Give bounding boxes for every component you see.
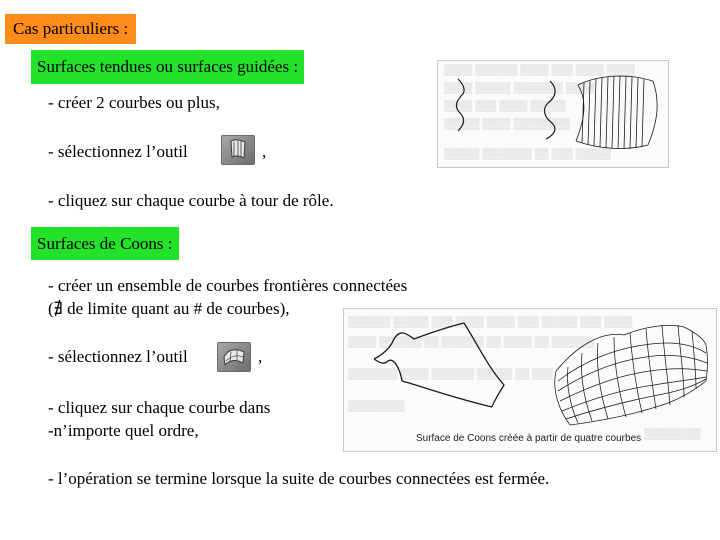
coons-step-operation-ends: - l’opération se termine lorsque la suite de courbes connectées est fermée. xyxy=(48,469,550,488)
tendues-step-create-curves: - créer 2 courbes ou plus, xyxy=(48,93,220,112)
guided-surface-figure xyxy=(437,60,669,168)
tendues-step-select-tool: - sélectionnez l’outil xyxy=(48,142,188,161)
coons-step-create-boundary-curves-note: (∄ de limite quant au # de courbes), xyxy=(48,299,290,318)
coons-step-select-tool-comma: , xyxy=(258,347,263,366)
figure-background-text: ▒▒▒▒▒▒ ▒▒▒▒▒ ▒▒▒ ▒▒▒▒ ▒▒▒▒ ▒▒▒ ▒▒▒▒▒ ▒▒▒ ▒▒▒▒ xyxy=(348,317,633,328)
figure-background-text: ▒▒▒▒▒▒▒▒ xyxy=(644,429,701,440)
subsection-header-surfaces-coons: Surfaces de Coons : xyxy=(31,227,179,260)
figure-background-text: ▒▒▒▒▒ ▒▒▒▒ ▒▒▒▒▒▒▒▒ xyxy=(444,119,571,130)
figure-background-text: ▒▒▒▒ ▒▒▒▒▒▒ ▒▒▒▒ ▒▒▒ ▒▒▒▒ ▒▒▒▒ xyxy=(444,65,636,76)
tendues-step-select-tool-comma: , xyxy=(262,142,267,161)
section-header-cas-particuliers: Cas particuliers : xyxy=(5,14,136,44)
coons-step-any-order: -n’importe quel ordre, xyxy=(48,421,199,440)
coons-step-click-curves: - cliquez sur chaque courbe dans xyxy=(48,398,271,417)
figure-background-text: ▒▒▒▒▒▒▒▒ xyxy=(348,401,405,412)
coons-step-select-tool: - sélectionnez l’outil xyxy=(48,347,188,366)
coons-surface-glyph xyxy=(218,343,250,371)
loft-surface-glyph xyxy=(222,136,254,164)
coons-surface-figure xyxy=(343,308,717,452)
tendues-step-click-curves: - cliquez sur chaque courbe à tour de rôle. xyxy=(48,191,334,210)
loft-surface-tool-icon xyxy=(221,135,255,165)
coons-surface-tool-icon xyxy=(217,342,251,372)
figure-background-text: ▒▒▒▒▒▒▒ ▒▒▒▒ ▒▒▒▒▒▒ ▒▒▒▒▒ ▒▒ ▒▒▒ xyxy=(348,369,554,380)
figure-background-text: ▒▒▒▒ ▒▒▒▒▒▒ ▒▒ ▒▒▒▒▒▒ ▒▒ ▒▒▒▒ ▒▒ ▒▒▒▒▒▒ xyxy=(348,337,595,348)
figure-background-text: ▒▒▒▒ ▒▒▒▒▒ ▒▒▒▒▒▒▒ ▒▒▒▒ xyxy=(444,83,595,94)
coons-surface-drawing xyxy=(344,309,716,451)
coons-figure-caption: Surface de Coons créée à partir de quatre courbes xyxy=(416,433,642,444)
guided-surface-drawing xyxy=(438,61,668,167)
figure-background-text: ▒▒▒▒▒ ▒▒▒▒▒▒▒ ▒▒ ▒▒▒ ▒▒▒▒▒ xyxy=(444,149,611,160)
subsection-header-surfaces-tendues: Surfaces tendues ou surfaces guidées : xyxy=(31,50,304,84)
figure-background-text: ▒▒▒▒ ▒▒▒ ▒▒▒▒ ▒▒▒▒▒ xyxy=(444,101,566,112)
coons-step-create-boundary-curves: - créer un ensemble de courbes frontières connectées xyxy=(48,276,408,295)
